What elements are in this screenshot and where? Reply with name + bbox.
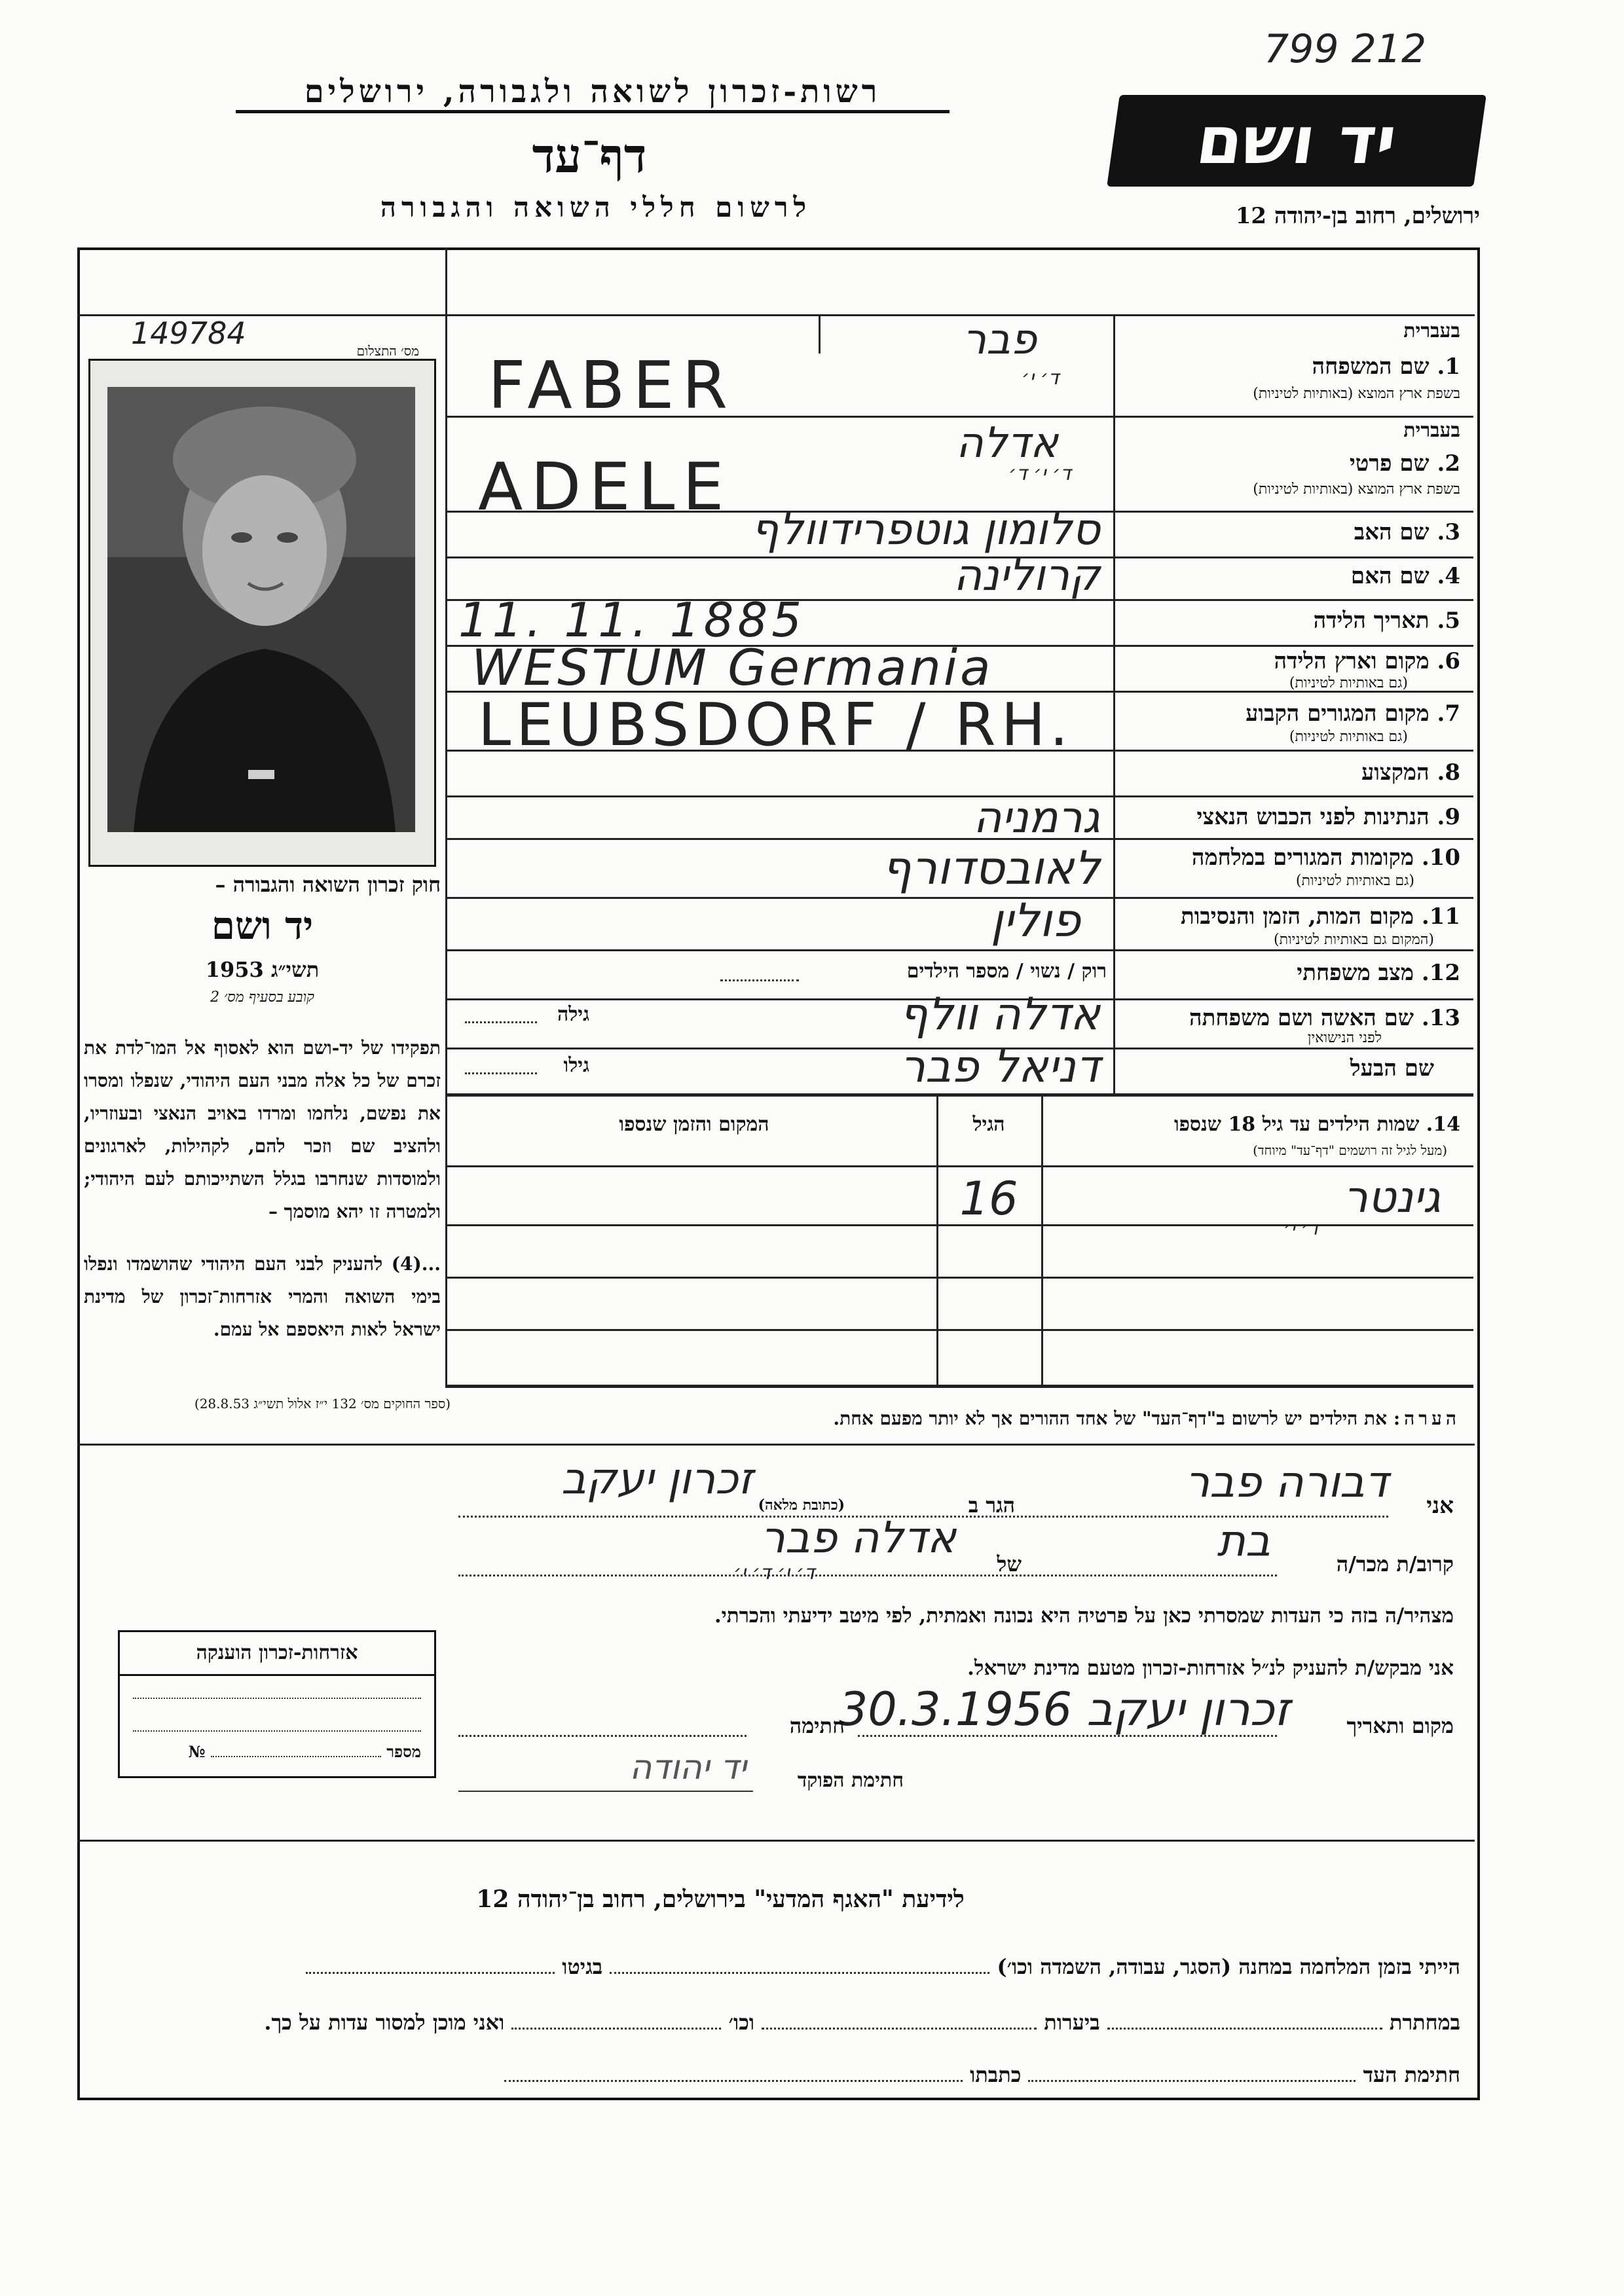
children-age-header: הגיל	[972, 1113, 1005, 1136]
husband-age-label: גילו	[563, 1054, 589, 1077]
declaration-request: אני מבקש/ת להעניק לנ״ל אזרחות-זכרון מטעם מדינת ישראל.	[967, 1656, 1454, 1680]
authority-title: רשות-זכרון לשואה ולגבורה, ירושלים	[236, 73, 950, 113]
law-year: תשי״ג 1953	[205, 957, 320, 982]
portrait-photo	[107, 387, 415, 832]
footer-ghetto-label: בגיטו	[562, 1954, 603, 1979]
citizenship-line	[133, 1698, 421, 1699]
field-10-text: מקומות המגורים במלחמה	[1191, 845, 1414, 871]
given-name-note: ד׳ י׳ ד׳	[1008, 462, 1071, 485]
citizenship-number-sign: №	[188, 1742, 206, 1761]
logo-text: יד ושם	[1192, 102, 1401, 179]
field-2-number: 2.	[1437, 450, 1460, 477]
footer-forests-label: ביערות	[1044, 2010, 1100, 2035]
citizenship-number	[133, 1742, 421, 1762]
footer-witness-signature-line	[1028, 2080, 1356, 2082]
field-1-text: שם המשפחה	[1312, 354, 1430, 380]
wife-name: אדלה וולף	[899, 989, 1100, 1040]
footer-camp-line	[610, 1972, 989, 1974]
field-1-label	[1120, 354, 1460, 380]
relation-line	[458, 1575, 1277, 1576]
divider	[77, 314, 1475, 316]
mother-name: קרולינה	[953, 550, 1100, 600]
field-10-sub: (גם באותיות לטיניות)	[1295, 873, 1414, 889]
field-5-label	[1120, 608, 1460, 634]
given-name-latin: ADELE	[478, 448, 732, 525]
field-4-number: 4.	[1437, 563, 1460, 589]
relation-label: קרוב/ת מכר/ה	[1336, 1552, 1454, 1576]
children-table-top	[445, 1093, 1473, 1097]
footer-line-3	[98, 2062, 1460, 2087]
signature-line	[458, 1735, 747, 1737]
law-clause: קובע בסעיף מס׳ 2	[210, 989, 314, 1006]
citizenship-line	[133, 1730, 421, 1732]
field-7-sub: (גם באותיות לטיניות)	[1289, 729, 1408, 745]
field-10-label	[1120, 845, 1460, 871]
husband-age-line	[465, 1072, 537, 1074]
citizenship-box-title: אזרחות-זכרון הוענקה	[120, 1632, 434, 1676]
children-count-line	[720, 979, 799, 981]
field-9-label	[1120, 804, 1460, 830]
photo-number-value: 149784	[131, 316, 246, 351]
field-14-number: 14.	[1426, 1113, 1460, 1136]
children-col-divider	[936, 1093, 938, 1385]
death-place: פולין	[990, 894, 1080, 947]
photo-frame	[88, 359, 436, 867]
footer-testimony-text: ואני מוכן למסור עדות על כך.	[264, 2010, 505, 2035]
field-14-text: שמות הילדים עד גיל 18 שנספו	[1173, 1113, 1420, 1136]
footer-title: לידיעת "האגף המדעי" בירושלים, רחוב בן־יהודה 12	[476, 1886, 965, 1913]
footer-ghetto-line	[306, 1972, 555, 1974]
field-13-text: שם האשה ושם משפחתה	[1189, 1005, 1414, 1031]
divider	[77, 1444, 1475, 1446]
footer-forests-line	[762, 2028, 1037, 2030]
divider	[819, 314, 821, 354]
remark	[452, 1408, 1460, 1430]
document-title: דף־עד	[532, 128, 647, 183]
declaration-statement: מצהיר/ה בזה כי העדות שמסרתי כאן על פרטיה היא נכונה ואמתית, לפי מיטב ידיעתי והכרתי.	[714, 1604, 1454, 1628]
husband-name: דניאל פבר	[900, 1041, 1100, 1093]
surname-note: ד׳ י׳	[1022, 367, 1060, 390]
law-text-2: ...(4) להעניק לבני העם היהודי שהושמדו ונפלו בימי השואה והמרי אזרחות־זכרון של מדינת ישראל לאות היאספם אל עמם.	[84, 1253, 441, 1340]
law-reference: (ספר החוקים מס׳ 132 י״ז אלול תשי״ג 28.8.53)	[194, 1396, 451, 1412]
field-6-sub: (גם באותיות לטיניות)	[1289, 675, 1408, 691]
husband-label: שם הבעל	[1350, 1055, 1434, 1082]
field-14-sub: (מעל לגיל זה רושמים "דף־עד" מיוחד)	[1253, 1142, 1447, 1158]
field-12-label	[1120, 960, 1460, 986]
resident-label: הגר ב	[968, 1493, 1015, 1518]
law-text-1: תפקידו של יד-ושם הוא לאסוף אל המו־לדת את זכרם של כל אלה מבני העם היהודי, שנפלו ומסרו את נפשם, נלחמו ומרדו באויב הנאצי ובעוזריו, ולהציב שם וזכר להם, לקהילות, לארגונים ולמוסדות שנחרבו בגלל השתייכותם לעם היהודי; ולמטרה זו יהא מוסמך –	[84, 1037, 441, 1222]
left-column-divider	[445, 247, 447, 1387]
remark-label: הערה:	[1393, 1408, 1460, 1429]
field-6-label	[1120, 648, 1460, 674]
field-7-number: 7.	[1437, 701, 1460, 727]
residence: LEUBSDORF / RH.	[478, 691, 1074, 759]
child-age: 16	[959, 1172, 1018, 1226]
surname-latin: FABER	[488, 347, 736, 424]
law-name: יד ושם	[211, 903, 314, 948]
field-5-text: תאריך הלידה	[1313, 608, 1430, 634]
field-8-number: 8.	[1437, 759, 1460, 786]
declarant-name: דבורה פבר	[1185, 1457, 1388, 1507]
field-2-label	[1120, 450, 1460, 477]
law-title: חוק זכרון השואה והגבורה –	[215, 872, 441, 897]
supervisor-line	[458, 1791, 753, 1792]
photo-number-label-text: מס׳ התצלום	[356, 343, 419, 359]
yad-vashem-logo	[1107, 95, 1486, 187]
marital-status-options	[786, 960, 1107, 983]
children-row-line	[445, 1329, 1473, 1331]
relation-value: בת	[1217, 1516, 1270, 1566]
field-6-text: מקום וארץ הלידה	[1274, 648, 1430, 674]
given-name-hebrew: אדלה	[956, 419, 1058, 467]
field-13-label	[1120, 1005, 1460, 1031]
citizenship-box	[118, 1630, 436, 1778]
label-column-divider	[1113, 314, 1115, 1093]
field-2-sub: בשפת ארץ המוצא (באותיות לטיניות)	[1253, 481, 1460, 498]
photo-number-label	[105, 343, 419, 359]
wife-age-label: גילה	[557, 1003, 589, 1026]
footer-etc-line	[511, 2028, 721, 2030]
field-12-text: מצב משפחתי	[1297, 960, 1414, 986]
field-3-label	[1120, 519, 1460, 545]
field-9-text: הנתינות לפני הכבוש הנאצי	[1196, 804, 1430, 830]
address-hint: (כתובת מלאה)	[758, 1497, 845, 1514]
children-place-header: המקום והזמן שנספו	[619, 1113, 769, 1136]
field-5-number: 5.	[1437, 608, 1460, 634]
field-8-text: המקצוע	[1361, 759, 1430, 786]
field-13-number: 13.	[1421, 1005, 1460, 1031]
children-header-line	[445, 1165, 1473, 1167]
divider	[77, 1840, 1475, 1842]
birth-place: WESTUM Germania	[471, 638, 993, 697]
field-8-label	[1120, 759, 1460, 786]
field-14-label	[1048, 1113, 1460, 1136]
of-note: ד׳ י׳ ד׳ י׳	[733, 1561, 815, 1584]
marital-status-options-text: רוק / נשוי / מספר הילדים	[906, 960, 1107, 983]
field-9-number: 9.	[1437, 804, 1460, 830]
hebrew-label: בעברית	[1403, 319, 1460, 342]
child-name-note: ד׳ י׳	[1283, 1218, 1319, 1239]
footer-line-1	[98, 1954, 1460, 1979]
field-11-label	[1120, 903, 1460, 930]
field-4-text: שם האם	[1350, 563, 1430, 589]
supervisor-signature: יד יהודה	[629, 1748, 747, 1787]
field-3-text: שם האב	[1354, 519, 1430, 545]
supervisor-label: חתימת הפוקד	[797, 1769, 904, 1792]
children-col-divider	[1041, 1093, 1043, 1385]
citizenship-number-label: מספר	[386, 1742, 421, 1761]
field-4-label	[1120, 563, 1460, 589]
field-13-sub: לפני הנישואין	[1307, 1030, 1382, 1046]
remark-text: את הילדים יש לרשום ב"דף־העד" של אחד ההורים אך לא יותר מפעם אחת.	[833, 1408, 1388, 1429]
field-10-number: 10.	[1421, 845, 1460, 871]
surname-hebrew: פבר	[963, 316, 1037, 364]
field-1-number: 1.	[1437, 354, 1460, 380]
corner-note: 799 212	[1264, 26, 1427, 72]
footer-underground-label: במחתרת	[1389, 2010, 1460, 2035]
of-label: של	[997, 1552, 1022, 1576]
hebrew-label: בעברית	[1403, 419, 1460, 442]
citizenship-number-line	[211, 1756, 381, 1757]
footer-etc-label: וכו׳	[728, 2010, 755, 2035]
header-address: ירושלים, רחוב בן-יהודה 12	[1235, 203, 1480, 229]
place-date-value: זכרון יעקב 30.3.1956	[838, 1683, 1290, 1736]
field-11-text: מקום המות, הזמן והנסיבות	[1180, 903, 1414, 930]
birth-date: 11. 11. 1885	[458, 592, 806, 647]
footer-underground-line	[1107, 2028, 1382, 2030]
signature-label: חתימה	[789, 1713, 845, 1738]
footer-address-label: כתבתו	[970, 2062, 1022, 2087]
children-row-line	[445, 1277, 1473, 1279]
wartime-residence: לאובסדורף	[881, 841, 1100, 895]
father-name: סלומון גוטפרידוולף	[750, 504, 1100, 555]
row-line	[445, 949, 1473, 951]
document-subtitle: לרשום חללי השואה והגבורה	[380, 191, 812, 223]
child-name: גינטר	[1343, 1172, 1441, 1222]
field-1-sub: בשפת ארץ המוצא (באותיות לטיניות)	[1253, 386, 1460, 402]
declarant-address: זכרון יעקב	[561, 1453, 753, 1504]
field-3-number: 3.	[1437, 519, 1460, 545]
of-value: אדלה פבר	[760, 1512, 956, 1563]
place-date-label: מקום ותאריך	[1346, 1713, 1454, 1738]
field-6-number: 6.	[1437, 648, 1460, 674]
wife-age-line	[465, 1021, 537, 1023]
field-7-label	[1120, 701, 1460, 727]
footer-line-2	[98, 2010, 1460, 2035]
footer-address-line	[504, 2080, 963, 2082]
field-11-sub: (המקום גם באותיות לטיניות)	[1274, 932, 1434, 948]
footer-camp-label: הייתי בזמן המלחמה במחנה (הסגר, עבודה, השמדה וכו׳)	[997, 1954, 1460, 1979]
nationality: גרמניה	[973, 792, 1100, 843]
declarant-label: אני	[1426, 1493, 1454, 1519]
footer-witness-signature-label: חתימת העד	[1363, 2062, 1460, 2087]
field-7-text: מקום המגורים הקבוע	[1246, 701, 1430, 727]
field-11-number: 11.	[1421, 903, 1460, 930]
field-2-text: שם פרטי	[1349, 450, 1430, 477]
field-12-number: 12.	[1421, 960, 1460, 986]
children-table-bottom	[445, 1385, 1473, 1388]
